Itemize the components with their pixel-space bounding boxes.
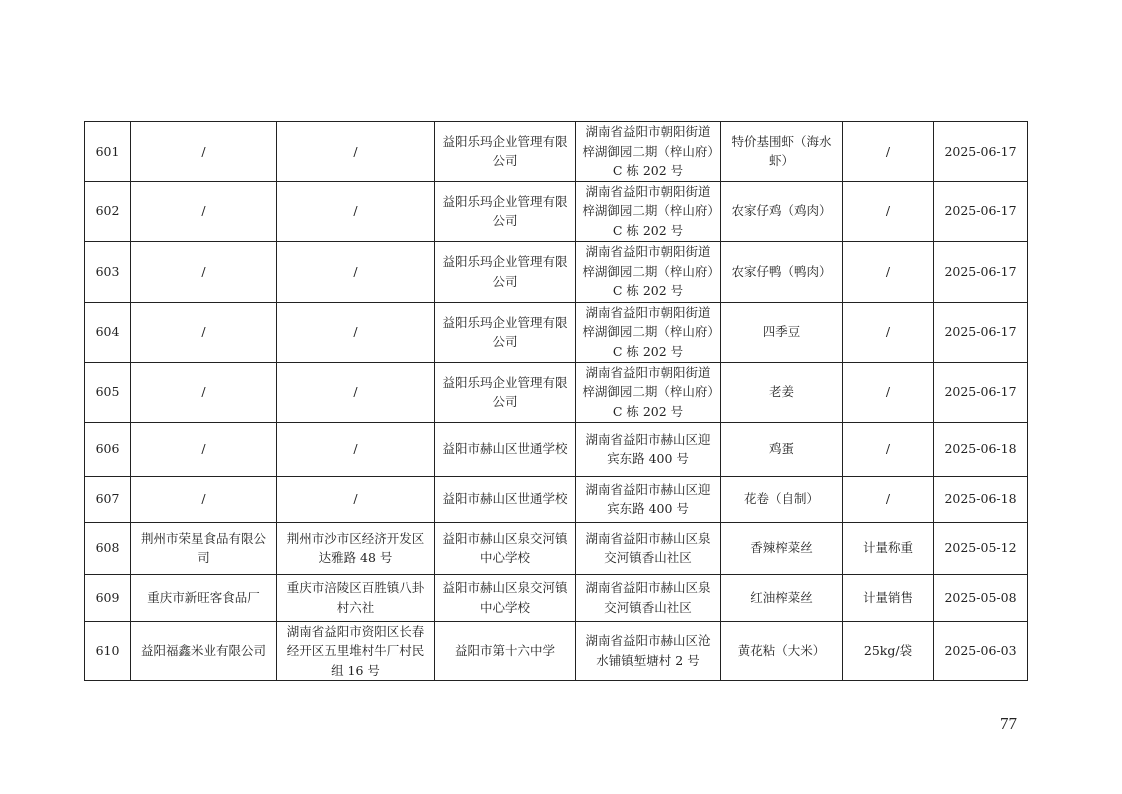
table-row (85, 574, 1028, 621)
cell-product-name: 农家仔鸭（鸭肉） (721, 241, 843, 302)
cell-sampled-unit: 益阳市赫山区泉交河镇中心学校 (435, 574, 576, 621)
cell-product-name: 四季豆 (721, 302, 843, 362)
cell-specification: 计量销售 (843, 574, 934, 621)
cell-manufacturer: 重庆市新旺客食品厂 (131, 574, 277, 621)
cell-manufacturer-address: / (277, 362, 435, 422)
cell-specification: 计量称重 (843, 522, 934, 574)
cell-sampled-unit-address: 湖南省益阳市朝阳街道梓湖御园二期（梓山府）C 栋 202 号 (576, 302, 721, 362)
inspection-results-table (84, 121, 1028, 681)
cell-product-name: 特价基围虾（海水虾） (721, 122, 843, 182)
cell-manufacturer: / (131, 302, 277, 362)
cell-sampled-unit-address: 湖南省益阳市赫山区迎宾东路 400 号 (576, 476, 721, 522)
table-row (85, 241, 1028, 302)
cell-sampled-unit: 益阳市赫山区世通学校 (435, 476, 576, 522)
cell-production-date: 2025-05-08 (934, 574, 1028, 621)
table-row (85, 522, 1028, 574)
cell-serial-number: 601 (85, 122, 131, 182)
cell-sampled-unit: 益阳市赫山区世通学校 (435, 422, 576, 476)
cell-sampled-unit-address: 湖南省益阳市朝阳街道梓湖御园二期（梓山府）C 栋 202 号 (576, 241, 721, 302)
cell-serial-number: 603 (85, 241, 131, 302)
cell-serial-number: 609 (85, 574, 131, 621)
cell-sampled-unit-address: 湖南省益阳市赫山区泉交河镇香山社区 (576, 522, 721, 574)
cell-manufacturer: 荆州市荣星食品有限公司 (131, 522, 277, 574)
cell-sampled-unit: 益阳市赫山区泉交河镇中心学校 (435, 522, 576, 574)
cell-production-date: 2025-05-12 (934, 522, 1028, 574)
page-number: 77 (1000, 714, 1017, 733)
cell-production-date: 2025-06-17 (934, 122, 1028, 182)
table-body (85, 122, 1028, 681)
cell-serial-number: 607 (85, 476, 131, 522)
cell-specification: / (843, 362, 934, 422)
cell-manufacturer-address: / (277, 241, 435, 302)
cell-serial-number: 602 (85, 181, 131, 241)
cell-manufacturer: / (131, 241, 277, 302)
cell-manufacturer: / (131, 476, 277, 522)
cell-specification: / (843, 122, 934, 182)
cell-sampled-unit: 益阳乐玛企业管理有限公司 (435, 302, 576, 362)
cell-specification: / (843, 241, 934, 302)
cell-manufacturer: / (131, 122, 277, 182)
cell-product-name: 红油榨菜丝 (721, 574, 843, 621)
cell-production-date: 2025-06-18 (934, 422, 1028, 476)
cell-product-name: 花卷（自制） (721, 476, 843, 522)
cell-production-date: 2025-06-17 (934, 181, 1028, 241)
cell-manufacturer-address: 重庆市涪陵区百胜镇八卦村六社 (277, 574, 435, 621)
cell-serial-number: 606 (85, 422, 131, 476)
cell-product-name: 黄花粘（大米） (721, 621, 843, 681)
cell-production-date: 2025-06-17 (934, 302, 1028, 362)
cell-production-date: 2025-06-18 (934, 476, 1028, 522)
cell-manufacturer: / (131, 362, 277, 422)
cell-sampled-unit-address: 湖南省益阳市朝阳街道梓湖御园二期（梓山府）C 栋 202 号 (576, 122, 721, 182)
cell-specification: / (843, 181, 934, 241)
cell-manufacturer-address: / (277, 302, 435, 362)
cell-manufacturer: 益阳福鑫米业有限公司 (131, 621, 277, 681)
table-row (85, 302, 1028, 362)
table-row (85, 476, 1028, 522)
cell-sampled-unit: 益阳市第十六中学 (435, 621, 576, 681)
cell-serial-number: 604 (85, 302, 131, 362)
cell-production-date: 2025-06-17 (934, 241, 1028, 302)
table-row (85, 362, 1028, 422)
cell-product-name: 鸡蛋 (721, 422, 843, 476)
cell-specification: 25kg/袋 (843, 621, 934, 681)
cell-manufacturer-address: / (277, 422, 435, 476)
cell-manufacturer-address: / (277, 476, 435, 522)
cell-manufacturer: / (131, 181, 277, 241)
cell-sampled-unit: 益阳乐玛企业管理有限公司 (435, 241, 576, 302)
cell-manufacturer-address: 荆州市沙市区经济开发区达雅路 48 号 (277, 522, 435, 574)
cell-specification: / (843, 476, 934, 522)
cell-specification: / (843, 302, 934, 362)
cell-product-name: 老姜 (721, 362, 843, 422)
table-row (85, 181, 1028, 241)
cell-manufacturer-address: / (277, 122, 435, 182)
table-row (85, 422, 1028, 476)
cell-production-date: 2025-06-03 (934, 621, 1028, 681)
cell-sampled-unit-address: 湖南省益阳市赫山区泉交河镇香山社区 (576, 574, 721, 621)
cell-manufacturer-address: / (277, 181, 435, 241)
cell-sampled-unit: 益阳乐玛企业管理有限公司 (435, 362, 576, 422)
cell-sampled-unit-address: 湖南省益阳市赫山区迎宾东路 400 号 (576, 422, 721, 476)
cell-serial-number: 608 (85, 522, 131, 574)
table-row (85, 621, 1028, 681)
cell-sampled-unit: 益阳乐玛企业管理有限公司 (435, 181, 576, 241)
cell-serial-number: 610 (85, 621, 131, 681)
cell-sampled-unit-address: 湖南省益阳市赫山区沧水铺镇堑塘村 2 号 (576, 621, 721, 681)
cell-product-name: 农家仔鸡（鸡肉） (721, 181, 843, 241)
cell-sampled-unit-address: 湖南省益阳市朝阳街道梓湖御园二期（梓山府）C 栋 202 号 (576, 181, 721, 241)
cell-specification: / (843, 422, 934, 476)
cell-serial-number: 605 (85, 362, 131, 422)
cell-product-name: 香辣榨菜丝 (721, 522, 843, 574)
cell-sampled-unit-address: 湖南省益阳市朝阳街道梓湖御园二期（梓山府）C 栋 202 号 (576, 362, 721, 422)
cell-production-date: 2025-06-17 (934, 362, 1028, 422)
cell-sampled-unit: 益阳乐玛企业管理有限公司 (435, 122, 576, 182)
cell-manufacturer: / (131, 422, 277, 476)
table-row (85, 122, 1028, 182)
cell-manufacturer-address: 湖南省益阳市资阳区长春经开区五里堆村牛厂村民组 16 号 (277, 621, 435, 681)
